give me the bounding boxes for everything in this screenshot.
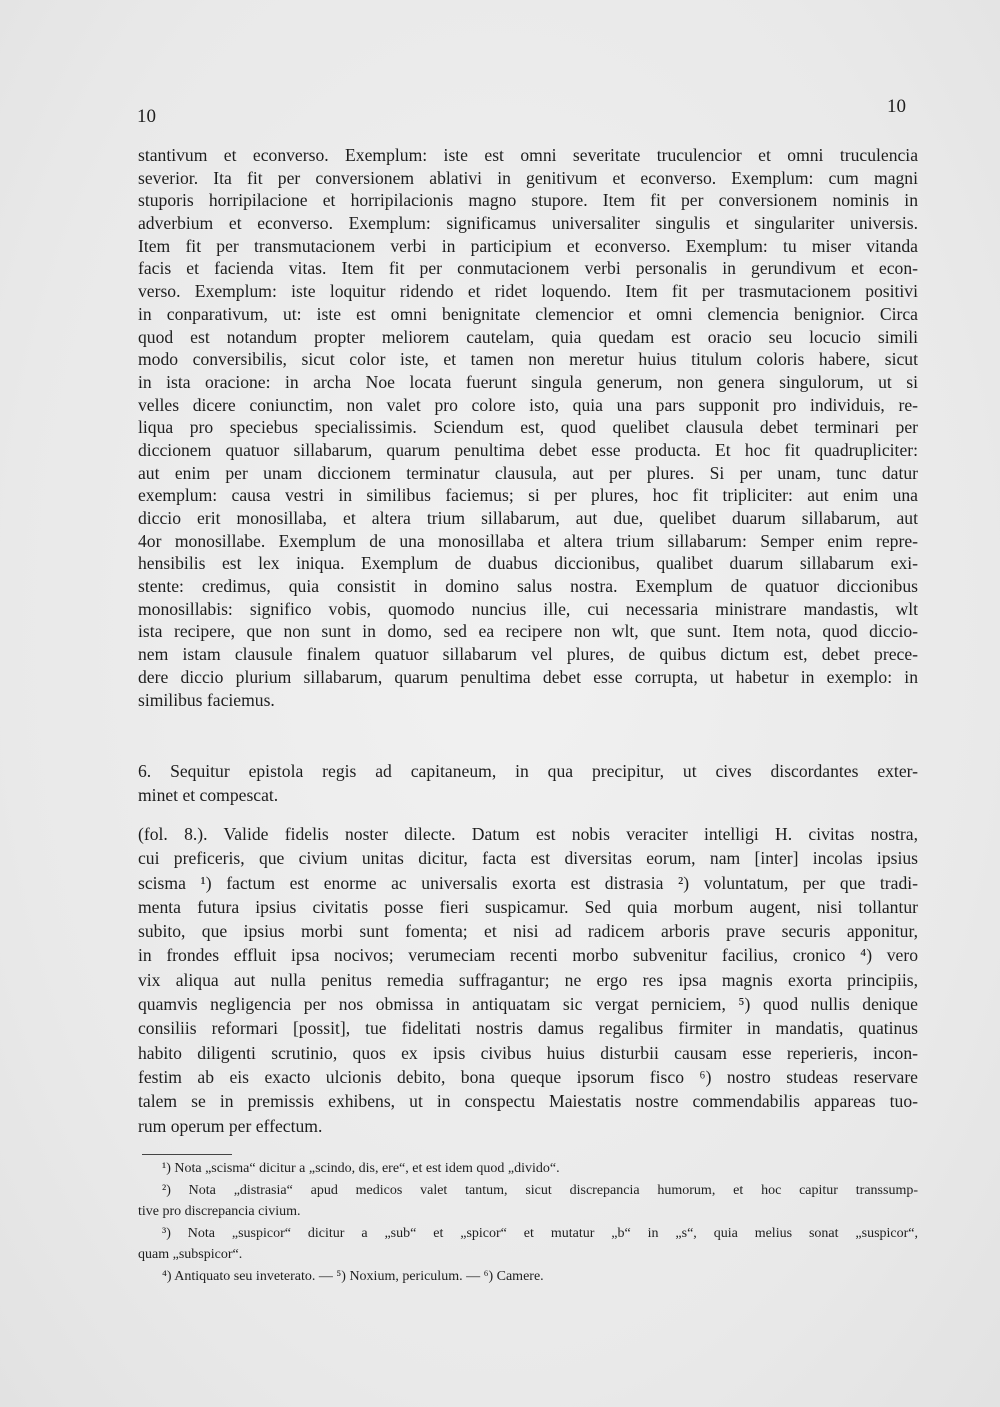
text-line: severior. Ita fit per conversionem ablativi in genitivum et econverso. Exemplum: cum magni — [138, 167, 918, 188]
footnote-line: ³) Nota „suspicor“ dicitur a „sub“ et „spicor“ et mutatur „b“ in „s“, quia melius sonat „suspicor“, — [162, 1225, 918, 1241]
text-line: 4or monosillabe. Exemplum de una monosillaba et altera trium sillabarum: Semper enim repre- — [138, 530, 918, 551]
letter-line: in frondes effluit ipsa nocivos; verumeciam recenti morbo subvenitur facilius, cronico ⁴) vero — [138, 945, 918, 966]
footnote-line: tive pro discrepancia civium. — [138, 1204, 301, 1220]
text-line: diccionem quatuor sillabarum, quarum penultima debet esse producta. Et hoc fit quadrupliciter: — [138, 439, 918, 460]
text-line: exemplum: causa vestri in similibus faciemus; si per plures, hoc fit tripliciter: aut enim una — [138, 485, 918, 506]
main-text-block — [138, 144, 918, 711]
text-line: Item fit per transmutacionem verbi in participium et econverso. Exemplum: tu miser vitanda — [138, 235, 918, 256]
text-line: in ista oracione: in archa Noe locata fuerunt singula generum, non genera singulorum, ut si — [138, 371, 918, 392]
letter-line: rum operum per effectum. — [138, 1115, 323, 1136]
text-line: dere diccio plurium sillabarum, quarum penultima debet esse corrupta, ut habetur in exemplo: in — [138, 666, 918, 687]
letter-line: menta futura ipsius civitatis posse fieri suspicamur. Sed quia morbum augent, nisi tollantur — [138, 896, 918, 917]
text-line: aut enim per unam diccionem terminatur clausula, aut per plures. Si per unam, tunc datur — [138, 462, 918, 483]
text-line: verso. Exemplum: iste loquitur ridendo et ridet loquendo. Item fit per trasmutacionem positivi — [138, 281, 918, 302]
text-line: hensibilis est lex iniqua. Exemplum de duabus diccionibus, qualibet duarum sillabarum exi- — [138, 553, 918, 574]
section-heading — [138, 760, 918, 807]
text-line: facis et facienda vitas. Item fit per conmutacionem verbi personalis in gerundivum et econ- — [138, 258, 918, 279]
letter-line: festim ab eis exacto ulcionis debito, bona queque ipsorum fisco ⁶) nostro studeas reservare — [138, 1066, 918, 1087]
text-line: adverbium et econverso. Exemplum: significamus universaliter singulis et singulariter universis. — [138, 213, 918, 234]
footnote-line: quam „subspicor“. — [138, 1247, 243, 1263]
section-heading-line: minet et compescat. — [138, 784, 279, 805]
letter-line: habito diligenti scrutinio, quos ex ipsis civibus huius disturbii causam esse reperieris, incon- — [138, 1042, 918, 1063]
footnote-line: ²) Nota „distrasia“ apud medicos valet tantum, sicut discrepancia humorum, et hoc capitur transsump- — [162, 1182, 918, 1198]
text-line: velles dicere coniunctim, non valet pro colore isto, quia una pars supponit pro individuis, re- — [138, 394, 918, 415]
text-line: modo conversibilis, sicut color iste, et tamen non meretur huius titulum coloris habere, sicut — [138, 349, 918, 370]
footnote-line: ¹) Nota „scisma“ dicitur a „scindo, dis, ere“, et est idem quod „divido“. — [162, 1161, 560, 1176]
letter-line: subito, que ipsius morbi sunt fomenta; et nisi ad radicem arboris prave securis apponitur, — [138, 921, 918, 942]
text-line: monosillabis: significo vobis, quomodo nuncius ille, cui necessaria ministrare mandastis, wlt — [138, 598, 918, 619]
text-line: stuporis horripilacione et horripilacionis magno stupore. Item fit per conversionem nominis in — [138, 190, 918, 211]
letter-line: (fol. 8.). Valide fidelis noster dilecte. Datum est nobis veraciter intelligi H. civitas nostra, — [138, 824, 918, 844]
page-number-left: 10 — [137, 106, 156, 127]
footnote-divider — [142, 1154, 232, 1155]
page-number-right: 10 — [887, 96, 906, 117]
letter-line: cui preficeris, que civium unitas dicitur, facta est diversitas eorum, nam [inter] incolas ipsius — [138, 848, 918, 869]
text-line: stente: credimus, quia consistit in domino salus nostra. Exemplum de quatuor diccionibus — [138, 576, 918, 597]
letter-line: vix aliqua aut nulla penitus remedia suffragantur; ne ergo res ipsa magnis exorta principiis, — [138, 969, 918, 990]
text-line: in conparativum, ut: iste est omni benignitate clemencior et omni clemencia benignior. Circa — [138, 303, 918, 324]
text-line: ista recipere, que non sunt in domo, sed ea recipere non wlt, que sunt. Item nota, quod diccio- — [138, 621, 918, 642]
letter-line: consiliis reformari [possit], tue fidelitati nostris damus regalibus firmiter in mandatis, quatinus — [138, 1018, 918, 1039]
text-line: diccio erit monosillaba, et altera trium sillabarum, aut due, quelibet duarum sillabarum, aut — [138, 508, 918, 528]
section-heading-line: 6. Sequitur epistola regis ad capitaneum, in qua precipitur, ut cives discordantes exter- — [138, 761, 918, 781]
text-line: nem istam clausule finalem quatuor sillabarum vel plures, de quibus dictum est, debet prece- — [138, 644, 918, 665]
footnotes-block — [138, 1158, 918, 1288]
footnote-line: ⁴) Antiquato seu inveterato. — ⁵) Noxium, periculum. — ⁶) Camere. — [162, 1268, 544, 1284]
letter-line: scisma ¹) factum est enorme ac universalis exorta est distrasia ²) voluntatum, per que tradi- — [138, 872, 918, 893]
letter-text-block — [138, 822, 918, 1138]
letter-line: quamvis negligencia per nos obmissa in antiquatam sic vergat perniciem, ⁵) quod nullis denique — [138, 994, 918, 1015]
text-line: liqua pro speciebus specialissimis. Sciendum est, quod quelibet clausula debet terminari per — [138, 417, 918, 438]
text-line: quod est notandum propter meliorem cautelam, quia quedam est oracio seu locucio simili — [138, 326, 918, 347]
text-line: stantivum et econverso. Exemplum: iste est omni severitate truculencior et omni truculencia — [138, 145, 918, 165]
letter-line: talem se in premissis exhibens, ut in conspectu Maiestatis nostre commendabilis appareas tuo- — [138, 1091, 918, 1112]
text-line: similibus faciemus. — [138, 689, 275, 710]
